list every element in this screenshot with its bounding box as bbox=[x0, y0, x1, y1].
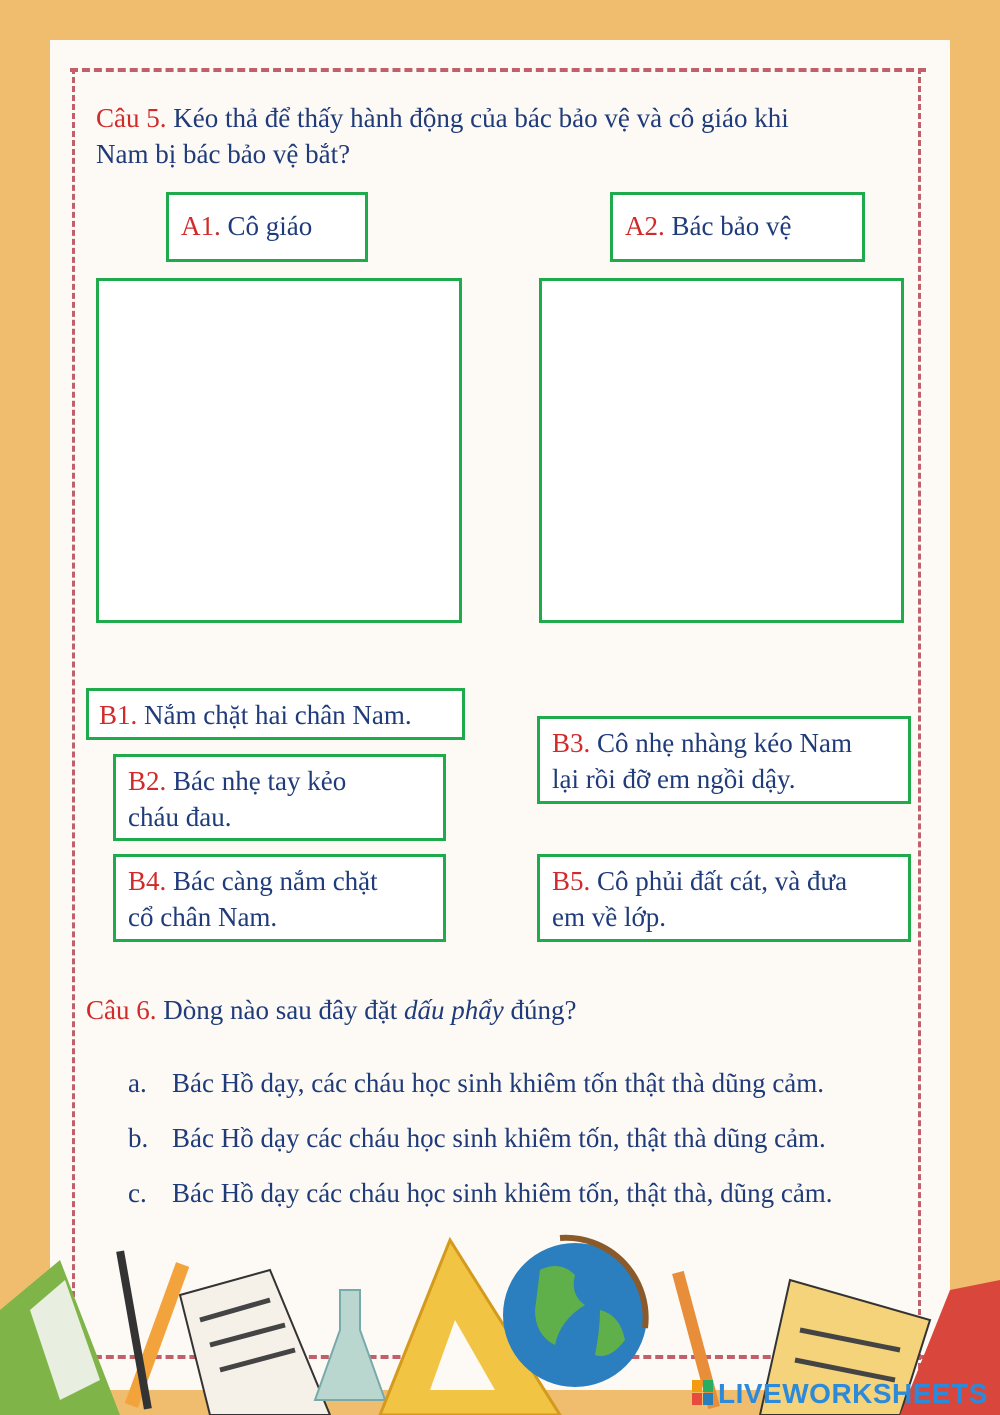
card-b5-code: B5. bbox=[552, 866, 591, 896]
card-b3-text-line1: Cô nhẹ nhàng kéo Nam bbox=[597, 728, 852, 758]
option-a[interactable] bbox=[128, 1065, 824, 1101]
flask-shape bbox=[315, 1290, 385, 1400]
drag-card-b5[interactable] bbox=[537, 854, 911, 942]
card-b1-text: Nắm chặt hai chân Nam. bbox=[144, 700, 412, 730]
drag-card-b2[interactable] bbox=[113, 754, 446, 841]
card-b3-text-line2: lại rồi đỡ em ngồi dậy. bbox=[552, 764, 796, 794]
option-b[interactable] bbox=[128, 1120, 826, 1156]
target-a1-label: Cô giáo bbox=[227, 211, 313, 241]
option-c-letter: c. bbox=[128, 1178, 147, 1208]
notebook-shape bbox=[180, 1270, 330, 1415]
question-6-number: Câu 6. bbox=[86, 995, 157, 1025]
dashed-border-right bbox=[918, 68, 921, 1378]
liveworksheets-logo-icon bbox=[692, 1380, 714, 1406]
option-a-letter: a. bbox=[128, 1068, 147, 1098]
question-6-italic-term: dấu phẩy bbox=[403, 995, 504, 1025]
target-a1-code: A1. bbox=[181, 211, 221, 241]
drag-card-b3[interactable] bbox=[537, 716, 911, 804]
card-b4-text-line2: cổ chân Nam. bbox=[128, 902, 278, 932]
drop-zone-a2[interactable] bbox=[539, 278, 904, 623]
question-5-line2: Nam bị bác bảo vệ bắt? bbox=[96, 139, 351, 169]
option-c-text: Bác Hồ dạy các cháu học sinh khiêm tốn, thật thà, dũng cảm. bbox=[172, 1178, 833, 1208]
question-5-number: Câu 5. bbox=[96, 103, 167, 133]
drag-card-b4[interactable] bbox=[113, 854, 446, 942]
option-b-letter: b. bbox=[128, 1123, 149, 1153]
option-a-text: Bác Hồ dạy, các cháu học sinh khiêm tốn thật thà dũng cảm. bbox=[172, 1068, 825, 1098]
card-b3-code: B3. bbox=[552, 728, 591, 758]
target-label-a1 bbox=[166, 192, 368, 262]
card-b2-code: B2. bbox=[128, 766, 167, 796]
card-b5-text-line2: em về lớp. bbox=[552, 902, 666, 932]
question-5-line1: Kéo thả để thấy hành động của bác bảo vệ và cô giáo khi bbox=[173, 103, 789, 133]
target-a2-code: A2. bbox=[625, 211, 665, 241]
target-a2-label: Bác bảo vệ bbox=[671, 211, 792, 241]
option-b-text: Bác Hồ dạy các cháu học sinh khiêm tốn, thật thà dũng cảm. bbox=[172, 1123, 826, 1153]
question-5-text bbox=[96, 100, 906, 172]
dashed-border-left bbox=[72, 68, 75, 1378]
card-b4-text-line1: Bác càng nắm chặt bbox=[173, 866, 378, 896]
question-6-text-before: Dòng nào sau đây đặt bbox=[163, 995, 398, 1025]
dashed-border-top bbox=[70, 68, 926, 72]
card-b1-code: B1. bbox=[99, 700, 138, 730]
question-6-text-after: đúng? bbox=[510, 995, 577, 1025]
liveworksheets-brand[interactable]: LIVEWORKSHEETS bbox=[718, 1378, 988, 1409]
drop-zone-a1[interactable] bbox=[96, 278, 462, 623]
question-6-text bbox=[86, 992, 906, 1028]
card-b2-text-line1: Bác nhẹ tay kẻo bbox=[173, 766, 347, 796]
card-b5-text-line1: Cô phủi đất cát, và đưa bbox=[597, 866, 848, 896]
card-b2-text-line2: cháu đau. bbox=[128, 802, 232, 832]
card-b4-code: B4. bbox=[128, 866, 167, 896]
drag-card-b1[interactable] bbox=[86, 688, 465, 740]
target-label-a2 bbox=[610, 192, 865, 262]
